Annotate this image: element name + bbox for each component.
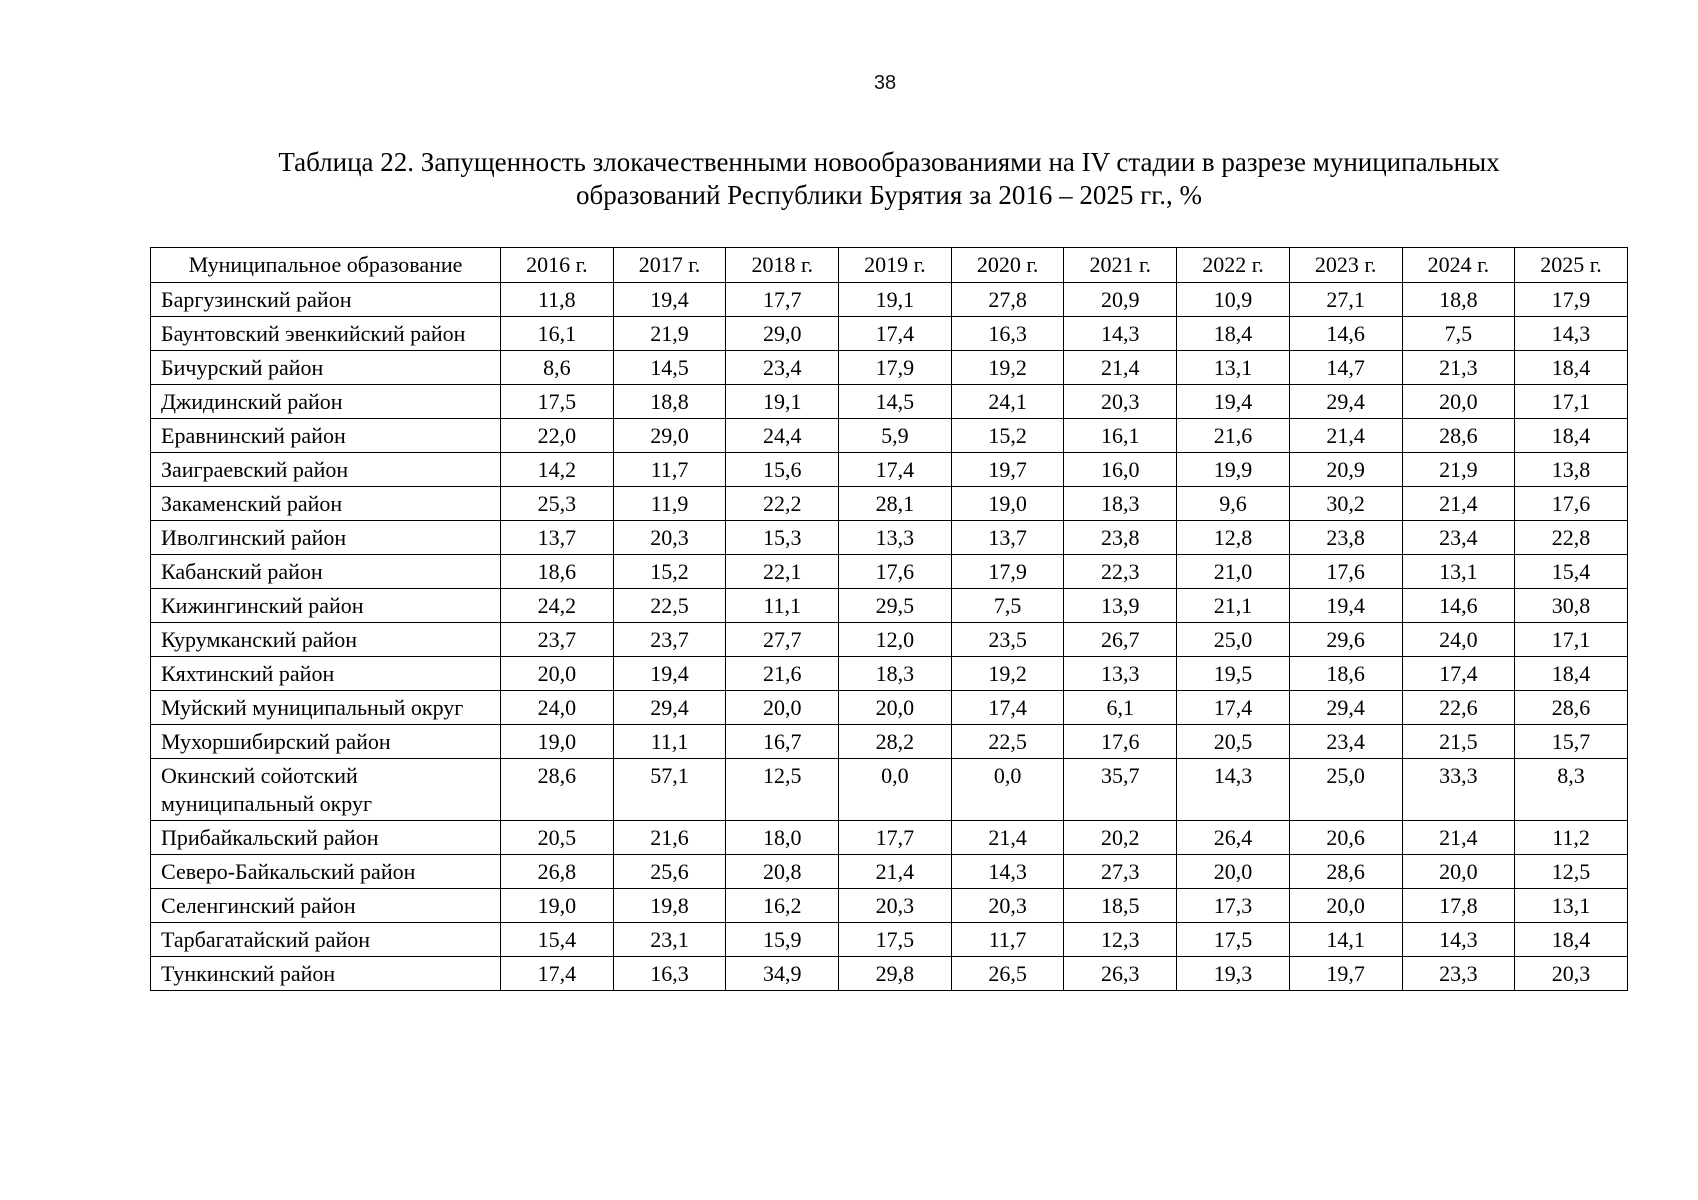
region-name-cell: Мухоршибирский район [151, 725, 501, 759]
value-cell: 14,5 [839, 385, 952, 419]
value-cell: 19,2 [951, 657, 1064, 691]
value-cell: 11,7 [613, 453, 726, 487]
value-cell: 23,1 [613, 923, 726, 957]
value-cell: 17,4 [951, 691, 1064, 725]
value-cell: 27,8 [951, 283, 1064, 317]
value-cell: 29,8 [839, 957, 952, 991]
value-cell: 18,0 [726, 821, 839, 855]
value-cell: 26,4 [1177, 821, 1290, 855]
value-cell: 19,4 [613, 283, 726, 317]
value-cell: 21,4 [839, 855, 952, 889]
value-cell: 11,9 [613, 487, 726, 521]
value-cell: 16,3 [951, 317, 1064, 351]
value-cell: 17,8 [1402, 889, 1515, 923]
header-cell-year: 2021 г. [1064, 248, 1177, 283]
value-cell: 17,9 [1515, 283, 1628, 317]
value-cell: 20,9 [1289, 453, 1402, 487]
table-row [151, 283, 1628, 317]
value-cell: 12,8 [1177, 521, 1290, 555]
region-name-cell: Бичурский район [151, 351, 501, 385]
header-cell-year: 2024 г. [1402, 248, 1515, 283]
value-cell: 17,4 [839, 317, 952, 351]
value-cell: 22,8 [1515, 521, 1628, 555]
table-row [151, 725, 1628, 759]
value-cell: 17,9 [951, 555, 1064, 589]
region-name-cell: Окинский сойотский муниципальный округ [151, 759, 501, 821]
header-cell-year: 2020 г. [951, 248, 1064, 283]
value-cell: 13,7 [501, 521, 614, 555]
value-cell: 17,6 [1515, 487, 1628, 521]
value-cell: 19,4 [613, 657, 726, 691]
value-cell: 13,3 [1064, 657, 1177, 691]
value-cell: 18,8 [1402, 283, 1515, 317]
value-cell: 29,4 [1289, 691, 1402, 725]
value-cell: 33,3 [1402, 759, 1515, 821]
value-cell: 17,4 [1402, 657, 1515, 691]
value-cell: 20,3 [613, 521, 726, 555]
value-cell: 25,0 [1289, 759, 1402, 821]
value-cell: 28,6 [1515, 691, 1628, 725]
table-row [151, 453, 1628, 487]
value-cell: 28,6 [501, 759, 614, 821]
value-cell: 22,6 [1402, 691, 1515, 725]
value-cell: 20,0 [1402, 855, 1515, 889]
header-cell-year: 2018 г. [726, 248, 839, 283]
value-cell: 23,3 [1402, 957, 1515, 991]
value-cell: 8,3 [1515, 759, 1628, 821]
value-cell: 5,9 [839, 419, 952, 453]
value-cell: 17,5 [1177, 923, 1290, 957]
region-name-cell: Заиграевский район [151, 453, 501, 487]
value-cell: 14,6 [1289, 317, 1402, 351]
value-cell: 7,5 [1402, 317, 1515, 351]
region-name-cell: Муйский муниципальный округ [151, 691, 501, 725]
value-cell: 23,4 [1402, 521, 1515, 555]
region-name-cell: Баунтовский эвенкийский район [151, 317, 501, 351]
value-cell: 20,3 [839, 889, 952, 923]
value-cell: 7,5 [951, 589, 1064, 623]
value-cell: 16,1 [1064, 419, 1177, 453]
region-name-cell: Иволгинский район [151, 521, 501, 555]
value-cell: 21,1 [1177, 589, 1290, 623]
value-cell: 17,5 [839, 923, 952, 957]
value-cell: 21,9 [613, 317, 726, 351]
value-cell: 15,2 [613, 555, 726, 589]
header-cell-year: 2022 г. [1177, 248, 1290, 283]
table-header-row [151, 248, 1628, 283]
value-cell: 23,8 [1064, 521, 1177, 555]
value-cell: 0,0 [951, 759, 1064, 821]
value-cell: 19,2 [951, 351, 1064, 385]
value-cell: 57,1 [613, 759, 726, 821]
value-cell: 20,0 [839, 691, 952, 725]
value-cell: 17,7 [726, 283, 839, 317]
value-cell: 22,5 [613, 589, 726, 623]
region-name-cell: Северо-Байкальский район [151, 855, 501, 889]
table-row [151, 555, 1628, 589]
value-cell: 21,4 [1402, 821, 1515, 855]
value-cell: 14,7 [1289, 351, 1402, 385]
value-cell: 19,9 [1177, 453, 1290, 487]
value-cell: 16,1 [501, 317, 614, 351]
value-cell: 22,3 [1064, 555, 1177, 589]
region-name-cell: Селенгинский район [151, 889, 501, 923]
data-table [150, 247, 1628, 991]
value-cell: 16,0 [1064, 453, 1177, 487]
header-cell-year: 2023 г. [1289, 248, 1402, 283]
value-cell: 25,3 [501, 487, 614, 521]
value-cell: 21,6 [1177, 419, 1290, 453]
value-cell: 12,5 [1515, 855, 1628, 889]
value-cell: 19,5 [1177, 657, 1290, 691]
value-cell: 19,7 [951, 453, 1064, 487]
value-cell: 18,4 [1515, 419, 1628, 453]
table-title-line-1: Таблица 22. Запущенность злокачественными новообразованиями на IV стадии в разрезе муниципальных [278, 147, 1500, 177]
value-cell: 15,6 [726, 453, 839, 487]
region-name-cell: Кабанский район [151, 555, 501, 589]
value-cell: 14,5 [613, 351, 726, 385]
value-cell: 23,4 [1289, 725, 1402, 759]
value-cell: 22,0 [501, 419, 614, 453]
region-name-cell: Закаменский район [151, 487, 501, 521]
value-cell: 18,6 [501, 555, 614, 589]
header-cell-year: 2016 г. [501, 248, 614, 283]
table-title [150, 146, 1628, 212]
value-cell: 24,0 [1402, 623, 1515, 657]
value-cell: 21,6 [613, 821, 726, 855]
table-row [151, 923, 1628, 957]
table-row [151, 623, 1628, 657]
value-cell: 24,0 [501, 691, 614, 725]
value-cell: 10,9 [1177, 283, 1290, 317]
table-row [151, 821, 1628, 855]
value-cell: 14,2 [501, 453, 614, 487]
value-cell: 28,2 [839, 725, 952, 759]
value-cell: 14,1 [1289, 923, 1402, 957]
value-cell: 26,7 [1064, 623, 1177, 657]
value-cell: 17,6 [839, 555, 952, 589]
value-cell: 20,8 [726, 855, 839, 889]
value-cell: 13,7 [951, 521, 1064, 555]
header-cell-year: 2017 г. [613, 248, 726, 283]
value-cell: 21,4 [1289, 419, 1402, 453]
value-cell: 8,6 [501, 351, 614, 385]
value-cell: 17,1 [1515, 623, 1628, 657]
value-cell: 30,2 [1289, 487, 1402, 521]
value-cell: 21,0 [1177, 555, 1290, 589]
value-cell: 20,0 [501, 657, 614, 691]
value-cell: 19,4 [1177, 385, 1290, 419]
table-row [151, 487, 1628, 521]
table-row [151, 957, 1628, 991]
value-cell: 23,8 [1289, 521, 1402, 555]
value-cell: 15,2 [951, 419, 1064, 453]
value-cell: 22,5 [951, 725, 1064, 759]
table-row [151, 521, 1628, 555]
value-cell: 13,1 [1515, 889, 1628, 923]
table-row [151, 385, 1628, 419]
value-cell: 20,3 [951, 889, 1064, 923]
region-name-cell: Тарбагатайский район [151, 923, 501, 957]
value-cell: 26,8 [501, 855, 614, 889]
value-cell: 11,7 [951, 923, 1064, 957]
value-cell: 18,3 [1064, 487, 1177, 521]
value-cell: 21,4 [1064, 351, 1177, 385]
value-cell: 19,1 [839, 283, 952, 317]
value-cell: 20,9 [1064, 283, 1177, 317]
value-cell: 9,6 [1177, 487, 1290, 521]
value-cell: 21,4 [1402, 487, 1515, 521]
table-body [151, 283, 1628, 991]
value-cell: 23,7 [613, 623, 726, 657]
value-cell: 18,4 [1515, 351, 1628, 385]
value-cell: 26,5 [951, 957, 1064, 991]
value-cell: 25,6 [613, 855, 726, 889]
value-cell: 13,3 [839, 521, 952, 555]
header-cell-year: 2025 г. [1515, 248, 1628, 283]
value-cell: 28,6 [1289, 855, 1402, 889]
value-cell: 11,8 [501, 283, 614, 317]
value-cell: 13,1 [1402, 555, 1515, 589]
value-cell: 27,1 [1289, 283, 1402, 317]
value-cell: 13,8 [1515, 453, 1628, 487]
value-cell: 23,5 [951, 623, 1064, 657]
value-cell: 17,9 [839, 351, 952, 385]
table-row [151, 889, 1628, 923]
value-cell: 18,3 [839, 657, 952, 691]
value-cell: 29,5 [839, 589, 952, 623]
value-cell: 19,1 [726, 385, 839, 419]
value-cell: 17,7 [839, 821, 952, 855]
value-cell: 12,3 [1064, 923, 1177, 957]
value-cell: 29,4 [1289, 385, 1402, 419]
value-cell: 26,3 [1064, 957, 1177, 991]
region-name-cell: Кяхтинский район [151, 657, 501, 691]
value-cell: 19,0 [951, 487, 1064, 521]
value-cell: 19,0 [501, 725, 614, 759]
value-cell: 14,3 [1064, 317, 1177, 351]
value-cell: 11,1 [613, 725, 726, 759]
value-cell: 17,1 [1515, 385, 1628, 419]
value-cell: 22,2 [726, 487, 839, 521]
value-cell: 17,4 [839, 453, 952, 487]
region-name-cell: Джидинский район [151, 385, 501, 419]
value-cell: 19,8 [613, 889, 726, 923]
table-title-line-2: образований Республики Бурятия за 2016 – 2025 гг., % [575, 180, 1203, 210]
value-cell: 16,7 [726, 725, 839, 759]
value-cell: 18,4 [1177, 317, 1290, 351]
value-cell: 29,0 [726, 317, 839, 351]
value-cell: 19,3 [1177, 957, 1290, 991]
value-cell: 20,3 [1515, 957, 1628, 991]
value-cell: 0,0 [839, 759, 952, 821]
region-name-cell: Баргузинский район [151, 283, 501, 317]
page-number: 38 [873, 72, 897, 94]
value-cell: 20,0 [1177, 855, 1290, 889]
value-cell: 23,7 [501, 623, 614, 657]
value-cell: 27,7 [726, 623, 839, 657]
value-cell: 17,6 [1289, 555, 1402, 589]
value-cell: 22,1 [726, 555, 839, 589]
value-cell: 12,5 [726, 759, 839, 821]
value-cell: 20,5 [1177, 725, 1290, 759]
value-cell: 25,0 [1177, 623, 1290, 657]
region-name-cell: Кижингинский район [151, 589, 501, 623]
table-row [151, 589, 1628, 623]
table-row [151, 317, 1628, 351]
value-cell: 21,4 [951, 821, 1064, 855]
value-cell: 20,2 [1064, 821, 1177, 855]
value-cell: 17,6 [1064, 725, 1177, 759]
value-cell: 24,1 [951, 385, 1064, 419]
table-row [151, 759, 1628, 821]
value-cell: 18,4 [1515, 923, 1628, 957]
value-cell: 16,3 [613, 957, 726, 991]
value-cell: 24,4 [726, 419, 839, 453]
value-cell: 15,4 [501, 923, 614, 957]
value-cell: 18,5 [1064, 889, 1177, 923]
value-cell: 18,6 [1289, 657, 1402, 691]
table-row [151, 691, 1628, 725]
value-cell: 20,0 [1402, 385, 1515, 419]
value-cell: 23,4 [726, 351, 839, 385]
value-cell: 14,6 [1402, 589, 1515, 623]
table-row [151, 657, 1628, 691]
value-cell: 29,6 [1289, 623, 1402, 657]
value-cell: 29,0 [613, 419, 726, 453]
value-cell: 18,4 [1515, 657, 1628, 691]
value-cell: 15,3 [726, 521, 839, 555]
header-cell-year: 2019 г. [839, 248, 952, 283]
value-cell: 24,2 [501, 589, 614, 623]
value-cell: 34,9 [726, 957, 839, 991]
value-cell: 12,0 [839, 623, 952, 657]
value-cell: 20,5 [501, 821, 614, 855]
value-cell: 14,3 [951, 855, 1064, 889]
value-cell: 28,6 [1402, 419, 1515, 453]
value-cell: 35,7 [1064, 759, 1177, 821]
value-cell: 17,5 [501, 385, 614, 419]
value-cell: 20,3 [1064, 385, 1177, 419]
header-cell-region: Муниципальное образование [151, 248, 501, 283]
value-cell: 13,1 [1177, 351, 1290, 385]
table-row [151, 419, 1628, 453]
value-cell: 28,1 [839, 487, 952, 521]
region-name-cell: Курумканский район [151, 623, 501, 657]
value-cell: 19,7 [1289, 957, 1402, 991]
value-cell: 21,9 [1402, 453, 1515, 487]
value-cell: 14,3 [1402, 923, 1515, 957]
value-cell: 14,3 [1515, 317, 1628, 351]
value-cell: 11,1 [726, 589, 839, 623]
value-cell: 18,8 [613, 385, 726, 419]
value-cell: 15,9 [726, 923, 839, 957]
value-cell: 29,4 [613, 691, 726, 725]
value-cell: 21,3 [1402, 351, 1515, 385]
region-name-cell: Тункинский район [151, 957, 501, 991]
value-cell: 27,3 [1064, 855, 1177, 889]
value-cell: 15,4 [1515, 555, 1628, 589]
table-row [151, 351, 1628, 385]
value-cell: 11,2 [1515, 821, 1628, 855]
value-cell: 17,4 [501, 957, 614, 991]
value-cell: 15,7 [1515, 725, 1628, 759]
value-cell: 20,6 [1289, 821, 1402, 855]
value-cell: 30,8 [1515, 589, 1628, 623]
value-cell: 17,3 [1177, 889, 1290, 923]
value-cell: 19,0 [501, 889, 614, 923]
region-name-cell: Прибайкальский район [151, 821, 501, 855]
value-cell: 14,3 [1177, 759, 1290, 821]
value-cell: 20,0 [1289, 889, 1402, 923]
value-cell: 21,5 [1402, 725, 1515, 759]
value-cell: 17,4 [1177, 691, 1290, 725]
value-cell: 20,0 [726, 691, 839, 725]
value-cell: 21,6 [726, 657, 839, 691]
value-cell: 19,4 [1289, 589, 1402, 623]
value-cell: 6,1 [1064, 691, 1177, 725]
table-row [151, 855, 1628, 889]
value-cell: 13,9 [1064, 589, 1177, 623]
region-name-cell: Еравнинский район [151, 419, 501, 453]
value-cell: 16,2 [726, 889, 839, 923]
